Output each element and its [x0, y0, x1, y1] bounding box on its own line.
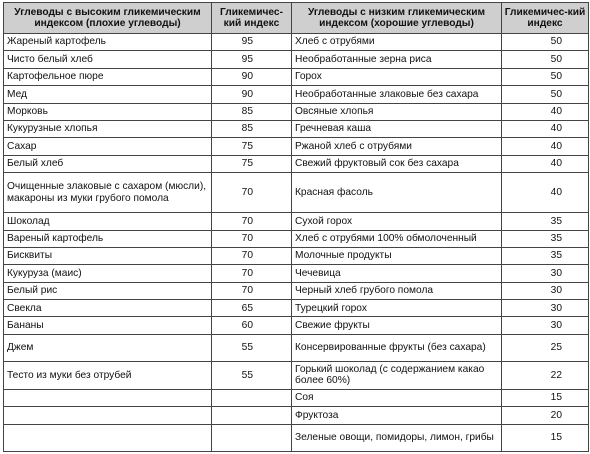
glycemic-index-table [3, 2, 589, 452]
low-carb-cell: Красная фасоль [292, 173, 502, 213]
high-gi-cell: 55 [212, 361, 292, 389]
table-row [4, 389, 589, 406]
high-gi-cell: 90 [212, 86, 292, 103]
high-gi-cell: 95 [212, 51, 292, 68]
low-gi-cell: 22 [502, 361, 589, 389]
table-row [4, 317, 589, 334]
high-carb-cell: Бисквиты [4, 247, 212, 264]
low-carb-cell: Чечевица [292, 265, 502, 282]
low-carb-cell: Зеленые овощи, помидоры, лимон, грибы [292, 424, 502, 451]
low-carb-cell: Гречневая каша [292, 120, 502, 137]
table-row [4, 361, 589, 389]
table-row [4, 407, 589, 424]
high-carb-cell: Джем [4, 334, 212, 361]
table-row [4, 86, 589, 103]
low-gi-cell: 40 [502, 155, 589, 172]
low-carb-cell: Хлеб с отрубями [292, 34, 502, 51]
low-gi-cell: 50 [502, 34, 589, 51]
high-gi-cell [212, 424, 292, 451]
table-row [4, 300, 589, 317]
low-carb-cell: Свежие фрукты [292, 317, 502, 334]
table-row [4, 34, 589, 51]
low-gi-cell: 50 [502, 86, 589, 103]
high-gi-cell [212, 389, 292, 406]
low-carb-cell: Горох [292, 68, 502, 85]
high-carb-cell [4, 407, 212, 424]
high-carb-cell: Сахар [4, 138, 212, 155]
low-gi-cell: 30 [502, 265, 589, 282]
high-gi-cell: 70 [212, 265, 292, 282]
low-carb-cell: Необработанные злаковые без сахара [292, 86, 502, 103]
high-carb-cell [4, 424, 212, 451]
table-row [4, 155, 589, 172]
table-row [4, 68, 589, 85]
high-gi-cell [212, 407, 292, 424]
low-gi-cell: 40 [502, 120, 589, 137]
high-gi-cell: 60 [212, 317, 292, 334]
table-row [4, 247, 589, 264]
low-gi-cell: 30 [502, 282, 589, 299]
high-carb-cell: Белый рис [4, 282, 212, 299]
high-gi-cell: 75 [212, 155, 292, 172]
header-row [4, 3, 589, 34]
low-carb-cell: Сухой горох [292, 213, 502, 230]
table-row [4, 265, 589, 282]
high-carb-cell: Картофельное пюре [4, 68, 212, 85]
low-gi-cell: 50 [502, 51, 589, 68]
low-gi-cell: 15 [502, 424, 589, 451]
high-gi-cell: 85 [212, 120, 292, 137]
low-carb-cell: Фруктоза [292, 407, 502, 424]
high-gi-cell: 70 [212, 282, 292, 299]
low-carb-cell: Хлеб с отрубями 100% обмолоченный [292, 230, 502, 247]
low-carb-cell: Молочные продукты [292, 247, 502, 264]
low-carb-cell: Горький шоколад (с содержанием какао более 60%) [292, 361, 502, 389]
high-carb-cell: Бананы [4, 317, 212, 334]
high-gi-cell: 70 [212, 230, 292, 247]
low-carb-cell: Ржаной хлеб с отрубями [292, 138, 502, 155]
high-carb-cell: Белый хлеб [4, 155, 212, 172]
table-row [4, 230, 589, 247]
high-carb-cell: Тесто из муки без отрубей [4, 361, 212, 389]
table-row [4, 51, 589, 68]
high-gi-cell: 70 [212, 247, 292, 264]
low-gi-cell: 40 [502, 138, 589, 155]
low-carb-cell: Овсяные хлопья [292, 103, 502, 120]
high-carb-cell: Свекла [4, 300, 212, 317]
low-gi-cell: 35 [502, 247, 589, 264]
high-carb-cell: Кукурузные хлопья [4, 120, 212, 137]
low-gi-cell: 35 [502, 213, 589, 230]
low-carb-cell: Соя [292, 389, 502, 406]
header-low-carbs: Углеводы с низким гликемическим индексом (хорошие углеводы) [292, 3, 502, 34]
low-carb-cell: Свежий фруктовый сок без сахара [292, 155, 502, 172]
table-row [4, 103, 589, 120]
table-row [4, 138, 589, 155]
low-gi-cell: 30 [502, 300, 589, 317]
table-row [4, 120, 589, 137]
low-gi-cell: 40 [502, 173, 589, 213]
high-gi-cell: 85 [212, 103, 292, 120]
high-gi-cell: 70 [212, 173, 292, 213]
high-gi-cell: 75 [212, 138, 292, 155]
table-row [4, 334, 589, 361]
high-gi-cell: 70 [212, 213, 292, 230]
header-low-gi: Гликемичес-кий индекс [502, 3, 589, 34]
low-gi-cell: 50 [502, 68, 589, 85]
header-high-gi: Гликемичес-кий индекс [212, 3, 292, 34]
low-gi-cell: 30 [502, 317, 589, 334]
low-gi-cell: 20 [502, 407, 589, 424]
low-carb-cell: Черный хлеб грубого помола [292, 282, 502, 299]
high-carb-cell: Жареный картофель [4, 34, 212, 51]
high-carb-cell: Вареный картофель [4, 230, 212, 247]
header-high-carbs: Углеводы с высоким гликемическим индексом (плохие углеводы) [4, 3, 212, 34]
table-row [4, 424, 589, 451]
high-carb-cell [4, 389, 212, 406]
table-row [4, 173, 589, 213]
low-gi-cell: 40 [502, 103, 589, 120]
high-gi-cell: 90 [212, 68, 292, 85]
low-gi-cell: 25 [502, 334, 589, 361]
table-row [4, 282, 589, 299]
low-gi-cell: 15 [502, 389, 589, 406]
low-carb-cell: Турецкий горох [292, 300, 502, 317]
high-gi-cell: 55 [212, 334, 292, 361]
high-carb-cell: Чисто белый хлеб [4, 51, 212, 68]
low-carb-cell: Консервированные фрукты (без сахара) [292, 334, 502, 361]
low-carb-cell: Необработанные зерна риса [292, 51, 502, 68]
table-row [4, 213, 589, 230]
high-carb-cell: Мед [4, 86, 212, 103]
high-carb-cell: Шоколад [4, 213, 212, 230]
low-gi-cell: 35 [502, 230, 589, 247]
high-carb-cell: Морковь [4, 103, 212, 120]
high-gi-cell: 95 [212, 34, 292, 51]
high-carb-cell: Кукуруза (маис) [4, 265, 212, 282]
high-gi-cell: 65 [212, 300, 292, 317]
high-carb-cell: Очищенные злаковые с сахаром (мюсли), макароны из муки грубого помола [4, 173, 212, 213]
